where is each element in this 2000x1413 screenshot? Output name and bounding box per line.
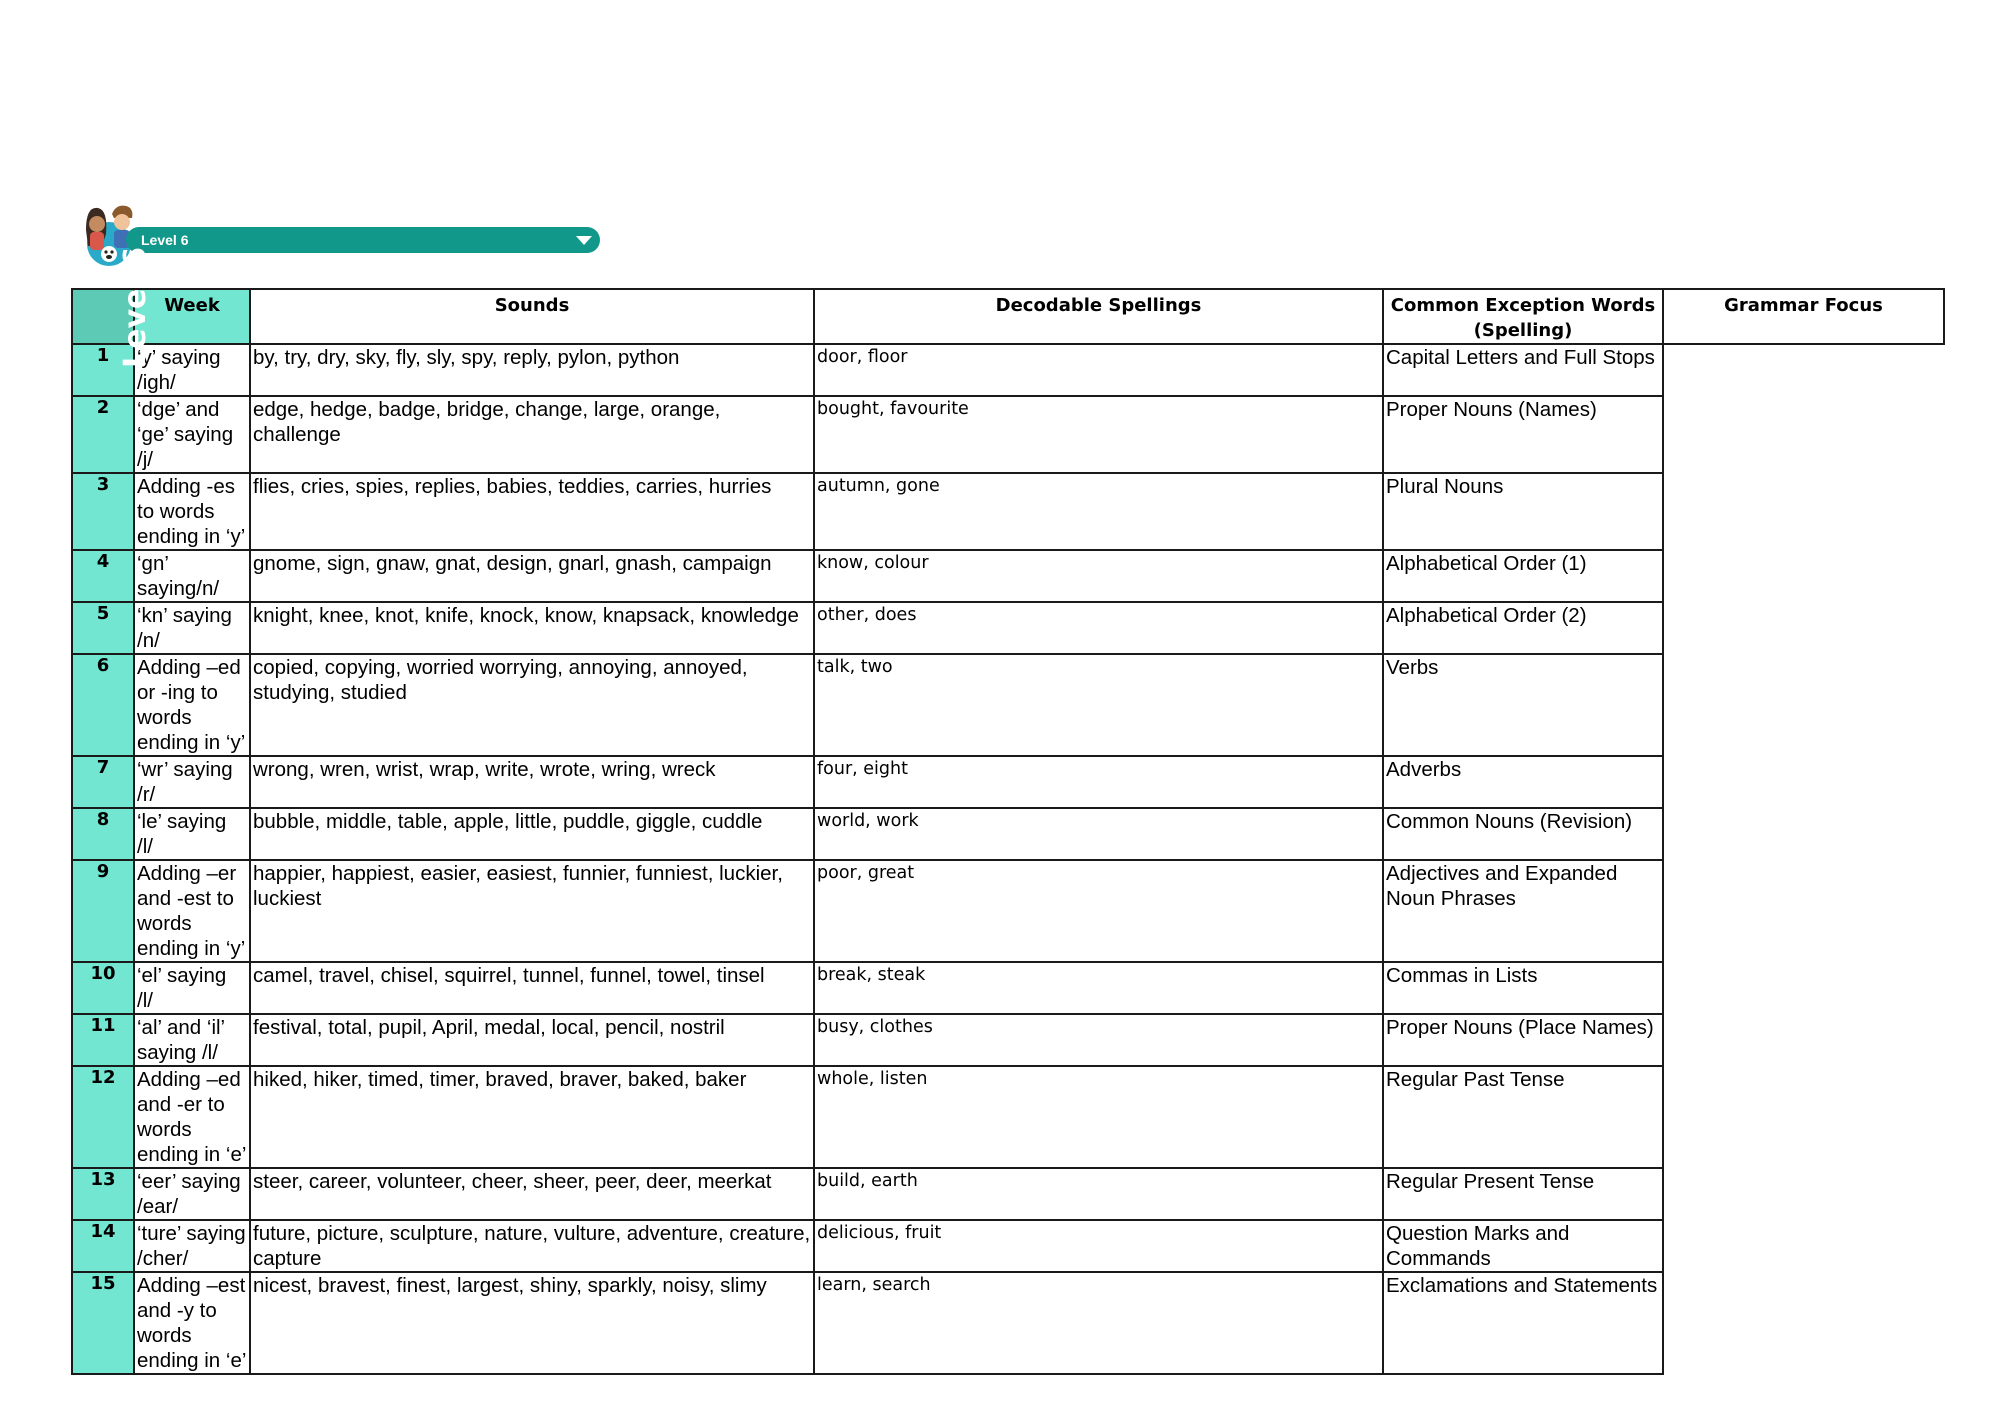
cew-cell: other, does xyxy=(814,602,1383,654)
cew-cell: know, colour xyxy=(814,550,1383,602)
header-grammar: Grammar Focus xyxy=(1663,289,1944,344)
spellings-cell: flies, cries, spies, replies, babies, teddies, carries, hurries xyxy=(250,473,814,550)
spellings-cell: knight, knee, knot, knife, knock, know, knapsack, knowledge xyxy=(250,602,814,654)
table-row xyxy=(72,654,1944,756)
header-row xyxy=(72,289,1944,344)
spellings-cell: bubble, middle, table, apple, little, puddle, giggle, cuddle xyxy=(250,808,814,860)
banner-label: Level 6 xyxy=(141,232,189,248)
sounds-cell: ‘el’ saying /l/ xyxy=(134,962,250,1014)
cew-cell: poor, great xyxy=(814,860,1383,962)
spellings-cell: edge, hedge, badge, bridge, change, large, orange, challenge xyxy=(250,396,814,473)
table-row xyxy=(72,1220,1944,1272)
table-row xyxy=(72,473,1944,550)
cew-cell: whole, listen xyxy=(814,1066,1383,1168)
week-cell: 3 xyxy=(72,473,134,550)
spellings-cell: camel, travel, chisel, squirrel, tunnel, funnel, towel, tinsel xyxy=(250,962,814,1014)
table-row xyxy=(72,1272,1944,1374)
grammar-cell: Verbs xyxy=(1383,654,1663,756)
grammar-cell: Alphabetical Order (1) xyxy=(1383,550,1663,602)
week-cell: 15 xyxy=(72,1272,134,1374)
table-row xyxy=(72,602,1944,654)
week-cell: 4 xyxy=(72,550,134,602)
week-cell: 5 xyxy=(72,602,134,654)
week-cell: 1 xyxy=(72,344,134,396)
spellings-cell: copied, copying, worried worrying, annoying, annoyed, studying, studied xyxy=(250,654,814,756)
table-row xyxy=(72,756,1944,808)
week-cell: 13 xyxy=(72,1168,134,1220)
spellings-cell: festival, total, pupil, April, medal, local, pencil, nostril xyxy=(250,1014,814,1066)
table-row xyxy=(72,962,1944,1014)
cew-cell: world, work xyxy=(814,808,1383,860)
grammar-cell: Exclamations and Statements xyxy=(1383,1272,1663,1374)
grammar-cell: Regular Present Tense xyxy=(1383,1168,1663,1220)
banner-bar xyxy=(126,227,600,253)
cew-cell: door, floor xyxy=(814,344,1383,396)
grammar-cell: Plural Nouns xyxy=(1383,473,1663,550)
chevron-down-icon[interactable] xyxy=(576,236,592,245)
week-cell: 7 xyxy=(72,756,134,808)
spellings-cell: steer, career, volunteer, cheer, sheer, peer, deer, meerkat xyxy=(250,1168,814,1220)
spellings-cell: future, picture, sculpture, nature, vulture, adventure, creature, capture xyxy=(250,1220,814,1272)
level-banner[interactable] xyxy=(76,200,606,268)
week-cell: 12 xyxy=(72,1066,134,1168)
table-row xyxy=(72,344,1944,396)
level-side-label: Level 6 xyxy=(72,289,134,344)
table-row xyxy=(72,860,1944,962)
week-cell: 8 xyxy=(72,808,134,860)
week-cell: 9 xyxy=(72,860,134,962)
grammar-cell: Proper Nouns (Place Names) xyxy=(1383,1014,1663,1066)
sounds-cell: ‘eer’ saying /ear/ xyxy=(134,1168,250,1220)
cew-cell: busy, clothes xyxy=(814,1014,1383,1066)
table-row xyxy=(72,808,1944,860)
grammar-cell: Proper Nouns (Names) xyxy=(1383,396,1663,473)
grammar-cell: Regular Past Tense xyxy=(1383,1066,1663,1168)
grammar-cell: Common Nouns (Revision) xyxy=(1383,808,1663,860)
grammar-cell: Adjectives and Expanded Noun Phrases xyxy=(1383,860,1663,962)
week-cell: 14 xyxy=(72,1220,134,1272)
week-cell: 2 xyxy=(72,396,134,473)
sounds-cell: ‘wr’ saying /r/ xyxy=(134,756,250,808)
spellings-cell: nicest, bravest, finest, largest, shiny, sparkly, noisy, slimy xyxy=(250,1272,814,1374)
sounds-cell: ‘y’ saying /igh/ xyxy=(134,344,250,396)
week-cell: 6 xyxy=(72,654,134,756)
grammar-cell: Commas in Lists xyxy=(1383,962,1663,1014)
grammar-cell: Alphabetical Order (2) xyxy=(1383,602,1663,654)
cew-cell: break, steak xyxy=(814,962,1383,1014)
spellings-cell: happier, happiest, easier, easiest, funnier, funniest, luckier, luckiest xyxy=(250,860,814,962)
grammar-cell: Adverbs xyxy=(1383,756,1663,808)
spellings-cell: by, try, dry, sky, fly, sly, spy, reply, pylon, python xyxy=(250,344,814,396)
cew-cell: delicious, fruit xyxy=(814,1220,1383,1272)
header-week: Week xyxy=(134,289,250,344)
sounds-cell: ‘kn’ saying /n/ xyxy=(134,602,250,654)
table-row xyxy=(72,550,1944,602)
sounds-cell: Adding –er and -est to words ending in ‘y’ xyxy=(134,860,250,962)
sounds-cell: ‘le’ saying /l/ xyxy=(134,808,250,860)
cew-cell: build, earth xyxy=(814,1168,1383,1220)
cew-cell: learn, search xyxy=(814,1272,1383,1374)
table-body xyxy=(72,344,1944,1374)
spellings-cell: gnome, sign, gnaw, gnat, design, gnarl, gnash, campaign xyxy=(250,550,814,602)
table-row xyxy=(72,1066,1944,1168)
cew-cell: bought, favourite xyxy=(814,396,1383,473)
sounds-cell: Adding –ed and -er to words ending in ‘e’ xyxy=(134,1066,250,1168)
week-cell: 10 xyxy=(72,962,134,1014)
table-row xyxy=(72,396,1944,473)
sounds-cell: ‘gn’ saying/n/ xyxy=(134,550,250,602)
table-row xyxy=(72,1168,1944,1220)
level-plan-table xyxy=(71,247,1945,1375)
header-cew: Common Exception Words (Spelling) xyxy=(1383,289,1663,344)
table-row xyxy=(72,1014,1944,1066)
sounds-cell: ‘dge’ and ‘ge’ saying /j/ xyxy=(134,396,250,473)
cew-cell: talk, two xyxy=(814,654,1383,756)
spellings-cell: wrong, wren, wrist, wrap, write, wrote, wring, wreck xyxy=(250,756,814,808)
header-sounds: Sounds xyxy=(250,289,814,344)
week-cell: 11 xyxy=(72,1014,134,1066)
sounds-cell: Adding -es to words ending in ‘y’ xyxy=(134,473,250,550)
cew-cell: autumn, gone xyxy=(814,473,1383,550)
grammar-cell: Capital Letters and Full Stops xyxy=(1383,344,1663,396)
cew-cell: four, eight xyxy=(814,756,1383,808)
grammar-cell: Question Marks and Commands xyxy=(1383,1220,1663,1272)
sounds-cell: Adding –ed or -ing to words ending in ‘y’ xyxy=(134,654,250,756)
spellings-cell: hiked, hiker, timed, timer, braved, braver, baked, baker xyxy=(250,1066,814,1168)
sounds-cell: Adding –est and -y to words ending in ‘e’ xyxy=(134,1272,250,1374)
header-spellings: Decodable Spellings xyxy=(814,289,1383,344)
sounds-cell: ‘ture’ saying /cher/ xyxy=(134,1220,250,1272)
sounds-cell: ‘al’ and ‘il’ saying /l/ xyxy=(134,1014,250,1066)
